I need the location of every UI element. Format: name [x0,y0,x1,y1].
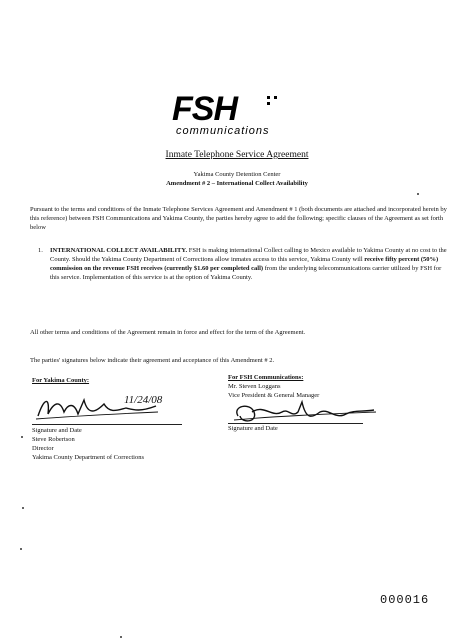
right-sig-caption: Signature and Date [228,425,278,432]
bates-number: 000016 [380,593,430,607]
facility-name: Yakima County Detention Center [193,171,281,178]
logo-tagline: communications [176,125,270,137]
logo-mark-icon [266,94,280,108]
clause-text-b: from the underlying telecommunications carrier utilized by FSH for this service. Implementation of this service is at the option of Yakima County. [50,265,442,281]
scan-speck [120,636,122,638]
scan-speck [21,436,23,438]
right-signer-title: Vice President & General Manager [228,392,320,399]
left-signer-name: Steve Robertson [32,436,75,443]
left-signer-dept: Yakima County Department of Corrections [32,454,144,461]
left-sig-date: 11/24/08 [124,394,163,406]
left-signer-title: Director [32,445,54,452]
logo-wordmark: FSH [172,90,237,128]
other-terms-paragraph: All other terms and conditions of the Agreement remain in force and effect for the term of the Agreement. [30,329,306,336]
scan-speck [22,507,24,509]
scan-speck [20,548,22,550]
signatures-note: The parties' signatures below indicate their agreement and acceptance of this Amendment # 2. [30,357,275,364]
clause-number: 1. [38,247,43,254]
amendment-heading: Amendment # 2 – International Collect Availability [166,180,308,187]
clause-heading: INTERNATIONAL COLLECT AVAILABILITY. [50,247,188,254]
left-sig-label: For Yakima County: [32,377,90,384]
left-sig-caption: Signature and Date [32,427,82,434]
right-signer-name: Mr. Steven Loggans [228,383,281,390]
intro-paragraph: Pursuant to the terms and conditions of the Inmate Telephone Services Agreement and Amendment # 1 (both documents are attached and incorporated herein by this reference) between FSH Communications and Yakima County, the parties hereby agree to add the following; specific clauses of the Agreement as set forth below [30,206,447,231]
scan-speck [417,193,419,195]
clause-1 [38,246,450,282]
clause-text-a: FSH is making international Collect calling to Mexico available to Yakima County at no cost to the County. Should the Yakima County Department of Corrections allow inmates access to this service, Yakima County will [50,247,447,263]
clause-commission: receive fifty percent (50%) commission on the revenue FSH receives (currently $1.60 per completed call) [50,256,439,272]
fsh-logo [170,92,290,140]
right-sig-label: For FSH Communications: [228,374,304,381]
document-title: Inmate Telephone Service Agreement [165,150,309,160]
left-sig-line [32,424,182,425]
